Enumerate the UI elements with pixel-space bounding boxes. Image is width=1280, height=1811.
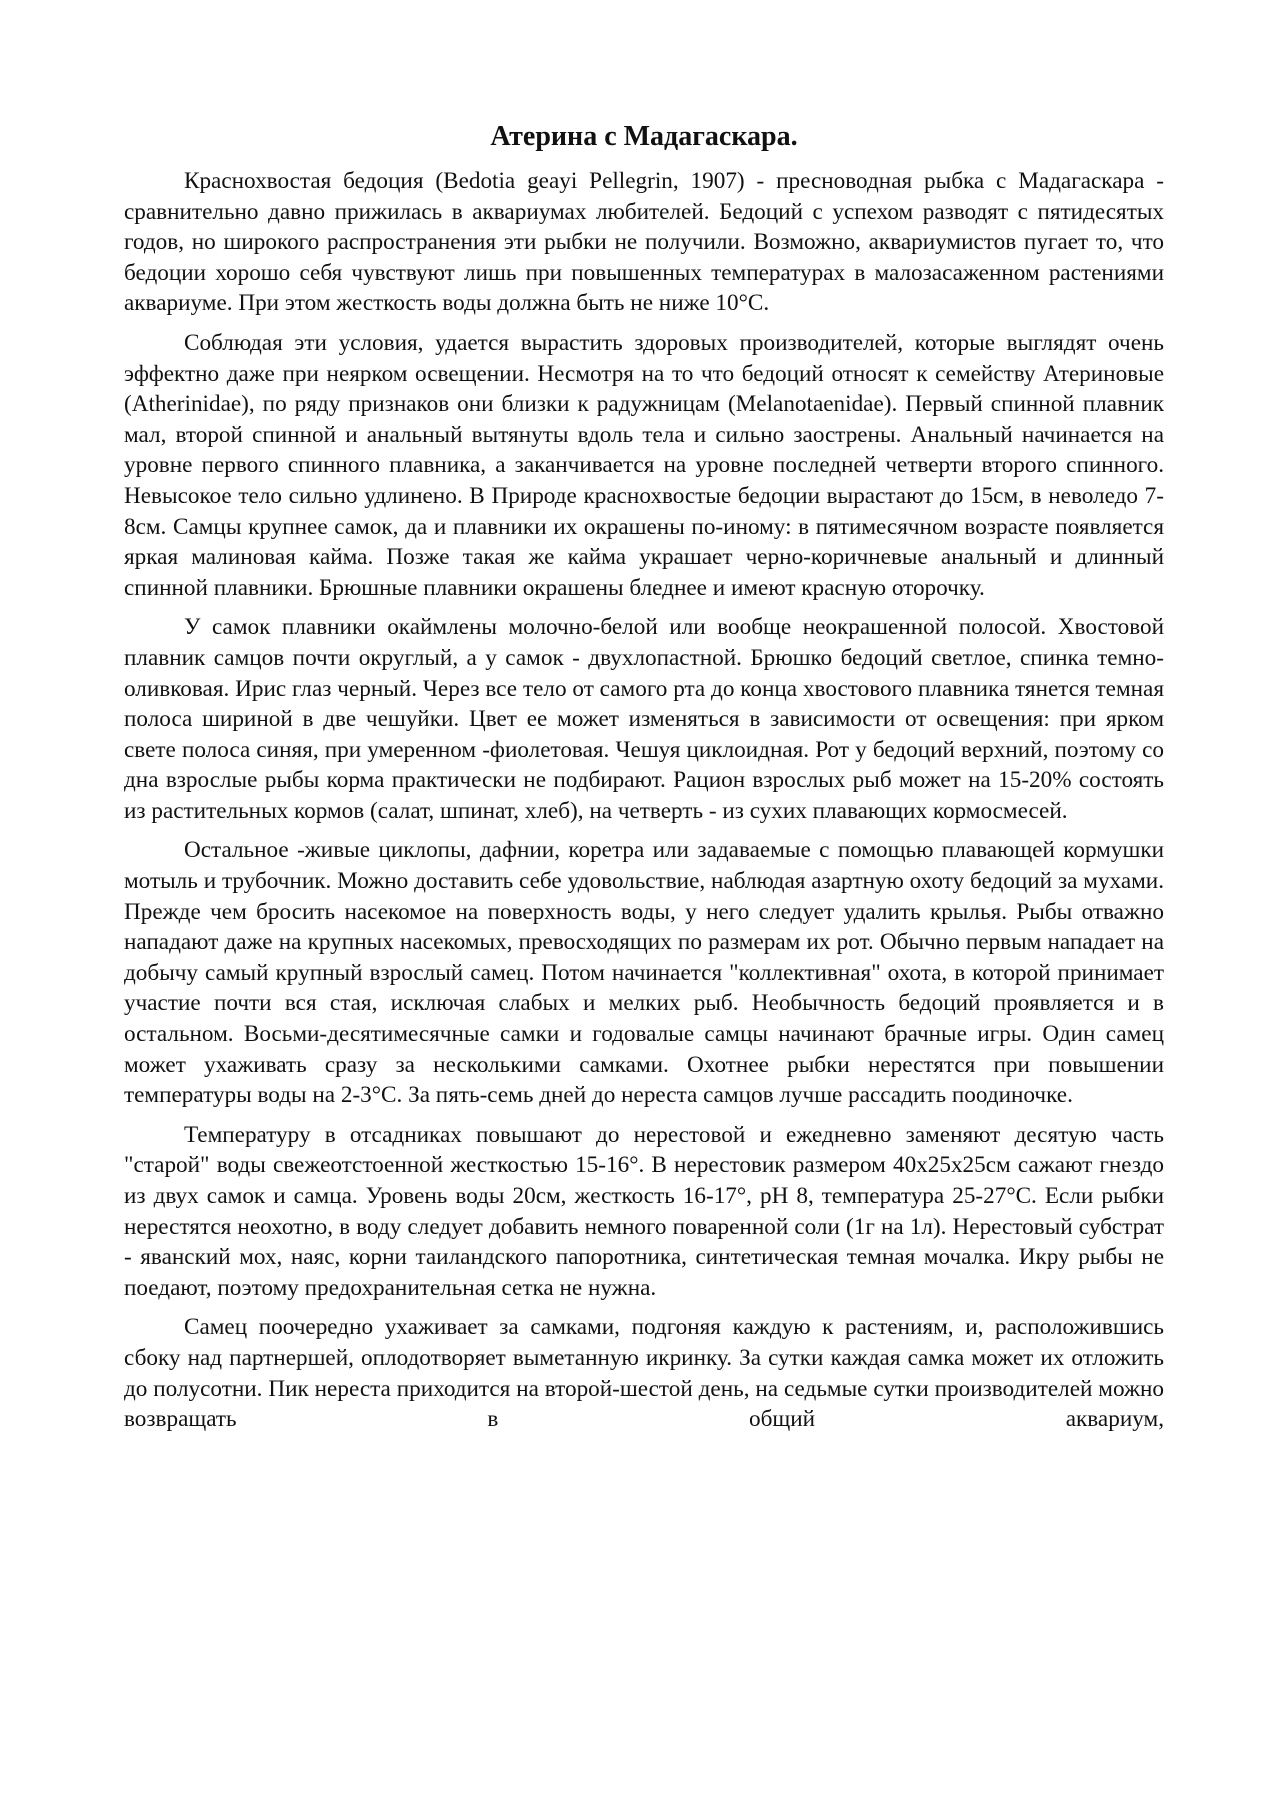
document-title: Атерина с Мадагаскара. — [490, 121, 798, 152]
paragraph-2: Соблюдая эти условия, удается вырастить здоровых производителей, которые выглядят очень эффектно даже при неярком освещении. Несмотря на то что бедоций относят к семейству Атериновые (Atherinidae), по ряду признаков они близки к радужницам (Melanotaenidae). Первый спинной плавник мал, второй спинной и анальный вытянуты вдоль тела и сильно заострены. Анальный начинается на уровне первого спинного плавника, а заканчивается на уровне последней четверти второго спинного. Невысокое тело сильно удлинено. В Природе краснохвостые бедоции вырастают до 15см, в неволедо 7-8см. Самцы крупнее самок, да и плавники их окрашены по-иному: в пятимесячном возрасте появляется яркая малиновая кайма. Позже такая же кайма украшает черно-коричневые анальный и длинный спинной плавники. Брюшные плавники окрашены бледнее и имеют красную оторочку. — [124, 329, 1164, 601]
paragraph-6: Самец поочередно ухаживает за самками, подгоняя каждую к растениям, и, расположившись сбоку над партнершей, оплодотворяет выметанную икринку. За сутки каждая самка может их отложить до полусотни. Пик нереста приходится на второй-шестой день, на седьмые сутки производителей можно возвращать в общий аквариум, — [124, 1314, 1164, 1433]
paragraph-1: Краснохвостая бедоция (Bedotia geayi Pellegrin, 1907) - пресноводная рыбка с Мадагаскара - сравнительно давно прижилась в аквариумах любителей. Бедоций с успехом разводят с пятидесятых годов, но широкого распространения эти рыбки не получили. Возможно, аквариумистов пугает то, что бедоции хорошо себя чувствуют лишь при повышенных температурах в малозасаженном растениями аквариуме. При этом жесткость воды должна быть не ниже 10°С. — [124, 168, 1164, 317]
paragraph-4: Остальное -живые циклопы, дафнии, коретра или задаваемые с помощью плавающей кормушки мотыль и трубочник. Можно доставить себе удовольствие, наблюдая азартную охоту бедоций за мухами. Прежде чем бросить насекомое на поверхность воды, у него следует удалить крылья. Рыбы отважно нападают даже на крупных насекомых, превосходящих по размерам их рот. Обычно первым нападает на добычу самый крупный взрослый самец. Потом начинается "коллективная" охота, в которой принимает участие почти вся стая, исключая слабых и мелких рыб. Необычность бедоций проявляется и в остальном. Восьми-десятимесячные самки и годовалые самцы начинают брачные игры. Один самец может ухаживать сразу за несколькими самками. Охотнее рыбки нерестятся при повышении температуры воды на 2-3°С. За пять-семь дней до нереста самцов лучше рассадить поодиночке. — [124, 837, 1164, 1109]
document-page — [124, 118, 1164, 1444]
paragraph-3: У самок плавники окаймлены молочно-белой или вообще неокрашенной полосой. Хвостовой плавник самцов почти округлый, а у самок - двухлопастной. Брюшко бедоций светлое, спинка темно-оливковая. Ирис глаз черный. Через все тело от самого рта до конца хвостового плавника тянется темная полоса шириной в две чешуйки. Цвет ее может изменяться в зависимости от освещения: при ярком свете полоса синяя, при умеренном -фиолетовая. Чешуя циклоидная. Рот у бедоций верхний, поэтому со дна взрослые рыбы корма практически не подбирают. Рацион взрослых рыб может на 15-20% состоять из растительных кормов (салат, шпинат, хлеб), на четверть - из сухих плавающих кормосмесей. — [124, 614, 1164, 824]
paragraph-5: Температуру в отсадниках повышают до нерестовой и ежедневно заменяют десятую часть "старой" воды свежеотстоенной жесткостью 15-16°. В нерестовик размером 40х25х25см сажают гнездо из двух самок и самца. Уровень воды 20см, жесткость 16-17°, рН 8, температура 25-27°С. Если рыбки нерестятся неохотно, в воду следует добавить немного поваренной соли (1г на 1л). Нерестовый субстрат - яванский мох, наяс, корни таиландского папоротника, синтетическая темная мочалка. Икру рыбы не поедают, поэтому предохранительная сетка не нужна. — [124, 1121, 1164, 1301]
